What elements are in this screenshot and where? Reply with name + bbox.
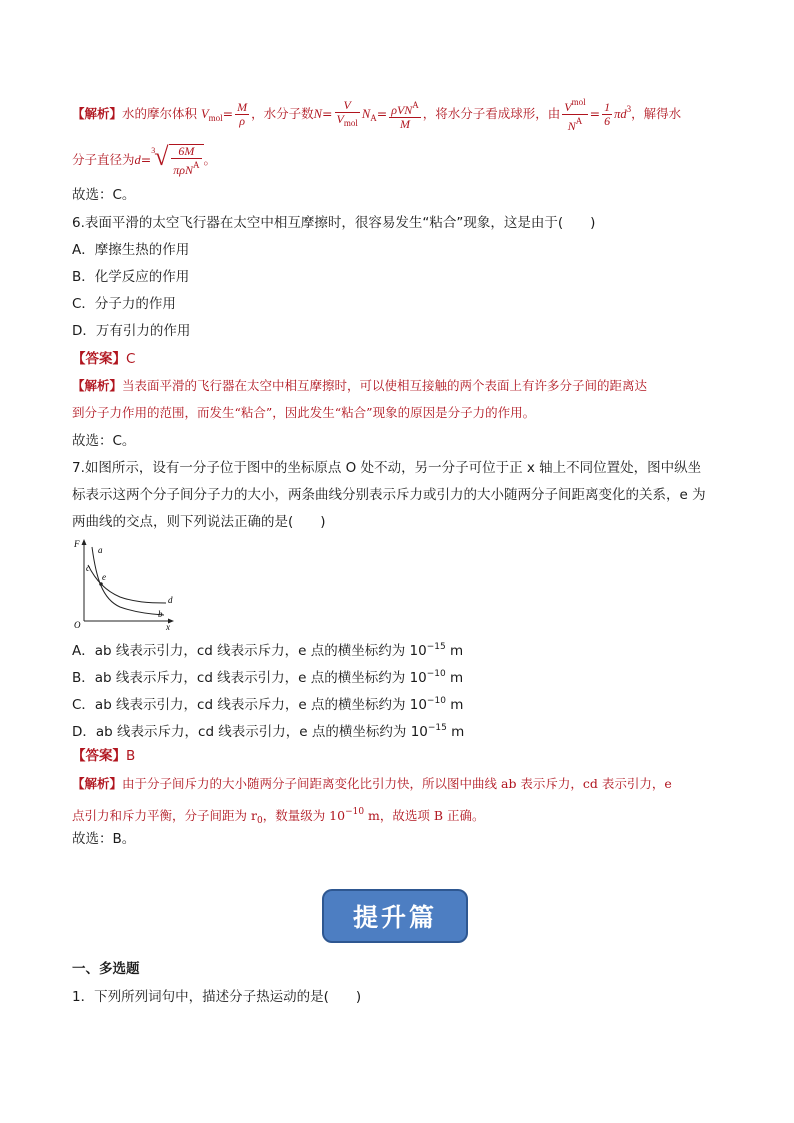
analysis-tag: 【解析】 — [72, 106, 123, 121]
analysis-text: ，水分子数 — [251, 106, 314, 121]
q7-stem-line-1: 7.如图所示，设有一分子位于图中的坐标原点 O 处不动，另一分子可位于正 x 轴上不同位置处，图中纵坐 — [72, 460, 702, 476]
fraction-v-vmol: $\frac{V}{V_{mol}}$ — [336, 98, 358, 128]
analysis-text: 水的摩尔体积 — [122, 106, 198, 121]
answer-value: B — [126, 748, 136, 764]
q5-analysis-line-2 — [72, 144, 216, 177]
label-b: b — [158, 609, 163, 619]
q6-option-b: B．化学反应的作用 — [72, 269, 190, 285]
q6-analysis-line-2: 到分子力作用的范围，而发生“粘合”，因此发生“粘合”现象的原因是分子力的作用。 — [72, 405, 536, 420]
label-F: F — [74, 539, 80, 549]
q6-analysis-line-1 — [72, 377, 647, 395]
q7-analysis-line-1 — [72, 775, 672, 793]
equals: = — [589, 106, 601, 121]
label-d: d — [168, 595, 173, 605]
analysis-text: 由于分子间斥力的大小随两分子间距离变化比引力快，所以图中曲线 ab 表示斥力，cd 表示引力，e — [122, 776, 672, 791]
analysis-tag: 【解析】 — [72, 378, 123, 393]
q7-choice: 故选：B。 — [72, 831, 136, 847]
q6-option-a: A．摩擦生热的作用 — [72, 242, 190, 258]
q7-stem-line-2: 标表示这两个分子间分子力的大小，两条曲线分别表示斥力或引力的大小随两分子间距离变化的关系，e 为 — [72, 487, 706, 503]
answer-value: C — [126, 351, 136, 367]
label-a: a — [98, 545, 103, 555]
intersection-point-e — [99, 582, 103, 586]
label-O: O — [74, 620, 81, 630]
q6-option-d: D．万有引力的作用 — [72, 323, 191, 339]
analysis-text: 当表面平滑的飞行器在太空中相互摩擦时，可以使相互接触的两个表面上有许多分子间的距离达 — [122, 378, 648, 393]
v-mol: $V_{mol}$ — [201, 107, 223, 123]
label-c: c — [86, 563, 90, 573]
q7-option-a: A．ab 线表示引力，cd 线表示斥力，e 点的横坐标约为 $10^{-15}$ m — [72, 642, 464, 659]
equals: = — [222, 106, 234, 121]
q6-stem: 6.表面平滑的太空飞行器在太空中相互摩擦时，很容易发生“粘合”现象，这是由于( ) — [72, 215, 596, 231]
equals: = — [322, 106, 333, 121]
equals: = — [376, 106, 388, 121]
pi-d-cubed: $\pi d^3$ — [614, 104, 632, 121]
force-distance-graph — [72, 537, 178, 631]
q5-analysis-line-1 — [72, 96, 681, 133]
advanced-section-banner: 提升篇 — [322, 889, 468, 943]
d-symbol: d — [134, 153, 141, 167]
analysis-text: ，将水分子看成球形，由 — [422, 106, 561, 121]
fraction-vmol-na: $\frac{V^{mol}}{N^A}$ — [564, 97, 586, 133]
equals: = — [140, 152, 152, 167]
q6-choice: 故选：C。 — [72, 433, 136, 449]
label-x: x — [166, 622, 170, 631]
q7-answer — [72, 747, 135, 765]
na-symbol: $N_A$ — [361, 107, 377, 123]
q7-option-c: C．ab 线表示引力，cd 线表示斥力，e 点的横坐标约为 $10^{-10}$ m — [72, 696, 464, 713]
q5-choice: 故选：C。 — [72, 187, 136, 203]
analysis-tag: 【解析】 — [72, 776, 123, 791]
q6-answer — [72, 350, 135, 368]
analysis-text: 分子直径为 — [72, 152, 135, 167]
next-question-stem: 1．下列所列词句中，描述分子热运动的是( ) — [72, 989, 362, 1005]
q7-option-b: B．ab 线表示斥力，cd 线表示引力，e 点的横坐标约为 $10^{-10}$ m — [72, 669, 464, 686]
q7-stem-line-3: 两曲线的交点，则下列说法正确的是( ) — [72, 514, 326, 530]
q7-option-d: D．ab 线表示斥力，cd 线表示引力，e 点的横坐标约为 $10^{-15}$ m — [72, 723, 465, 740]
analysis-text: 。 — [203, 152, 217, 167]
n-symbol: N — [313, 107, 323, 121]
answer-tag: 【答案】 — [72, 748, 126, 764]
cube-root: 3 √ $\frac{6M}{\pi\rho N^A}$ — [151, 144, 203, 177]
answer-tag: 【答案】 — [72, 351, 126, 367]
q7-analysis-line-2: 点引力和斥力平衡，分子间距为 $r_0$，数量级为 $10^{-10}$ m，故选项 B 正确。 — [72, 807, 485, 826]
analysis-text: ，解得水 — [631, 106, 682, 121]
y-axis-arrow — [82, 539, 87, 545]
fraction-rhovna-m: $\frac{\rho VN^A}{M}$ — [391, 99, 419, 131]
fraction-m-rho: $\frac{M}{\rho}$ — [237, 100, 248, 128]
section-heading: 一、多选题 — [72, 961, 140, 977]
q6-option-c: C．分子力的作用 — [72, 296, 176, 312]
fraction-one-sixth: $\frac{1}{6}$ — [604, 100, 611, 128]
label-e: e — [102, 572, 106, 582]
